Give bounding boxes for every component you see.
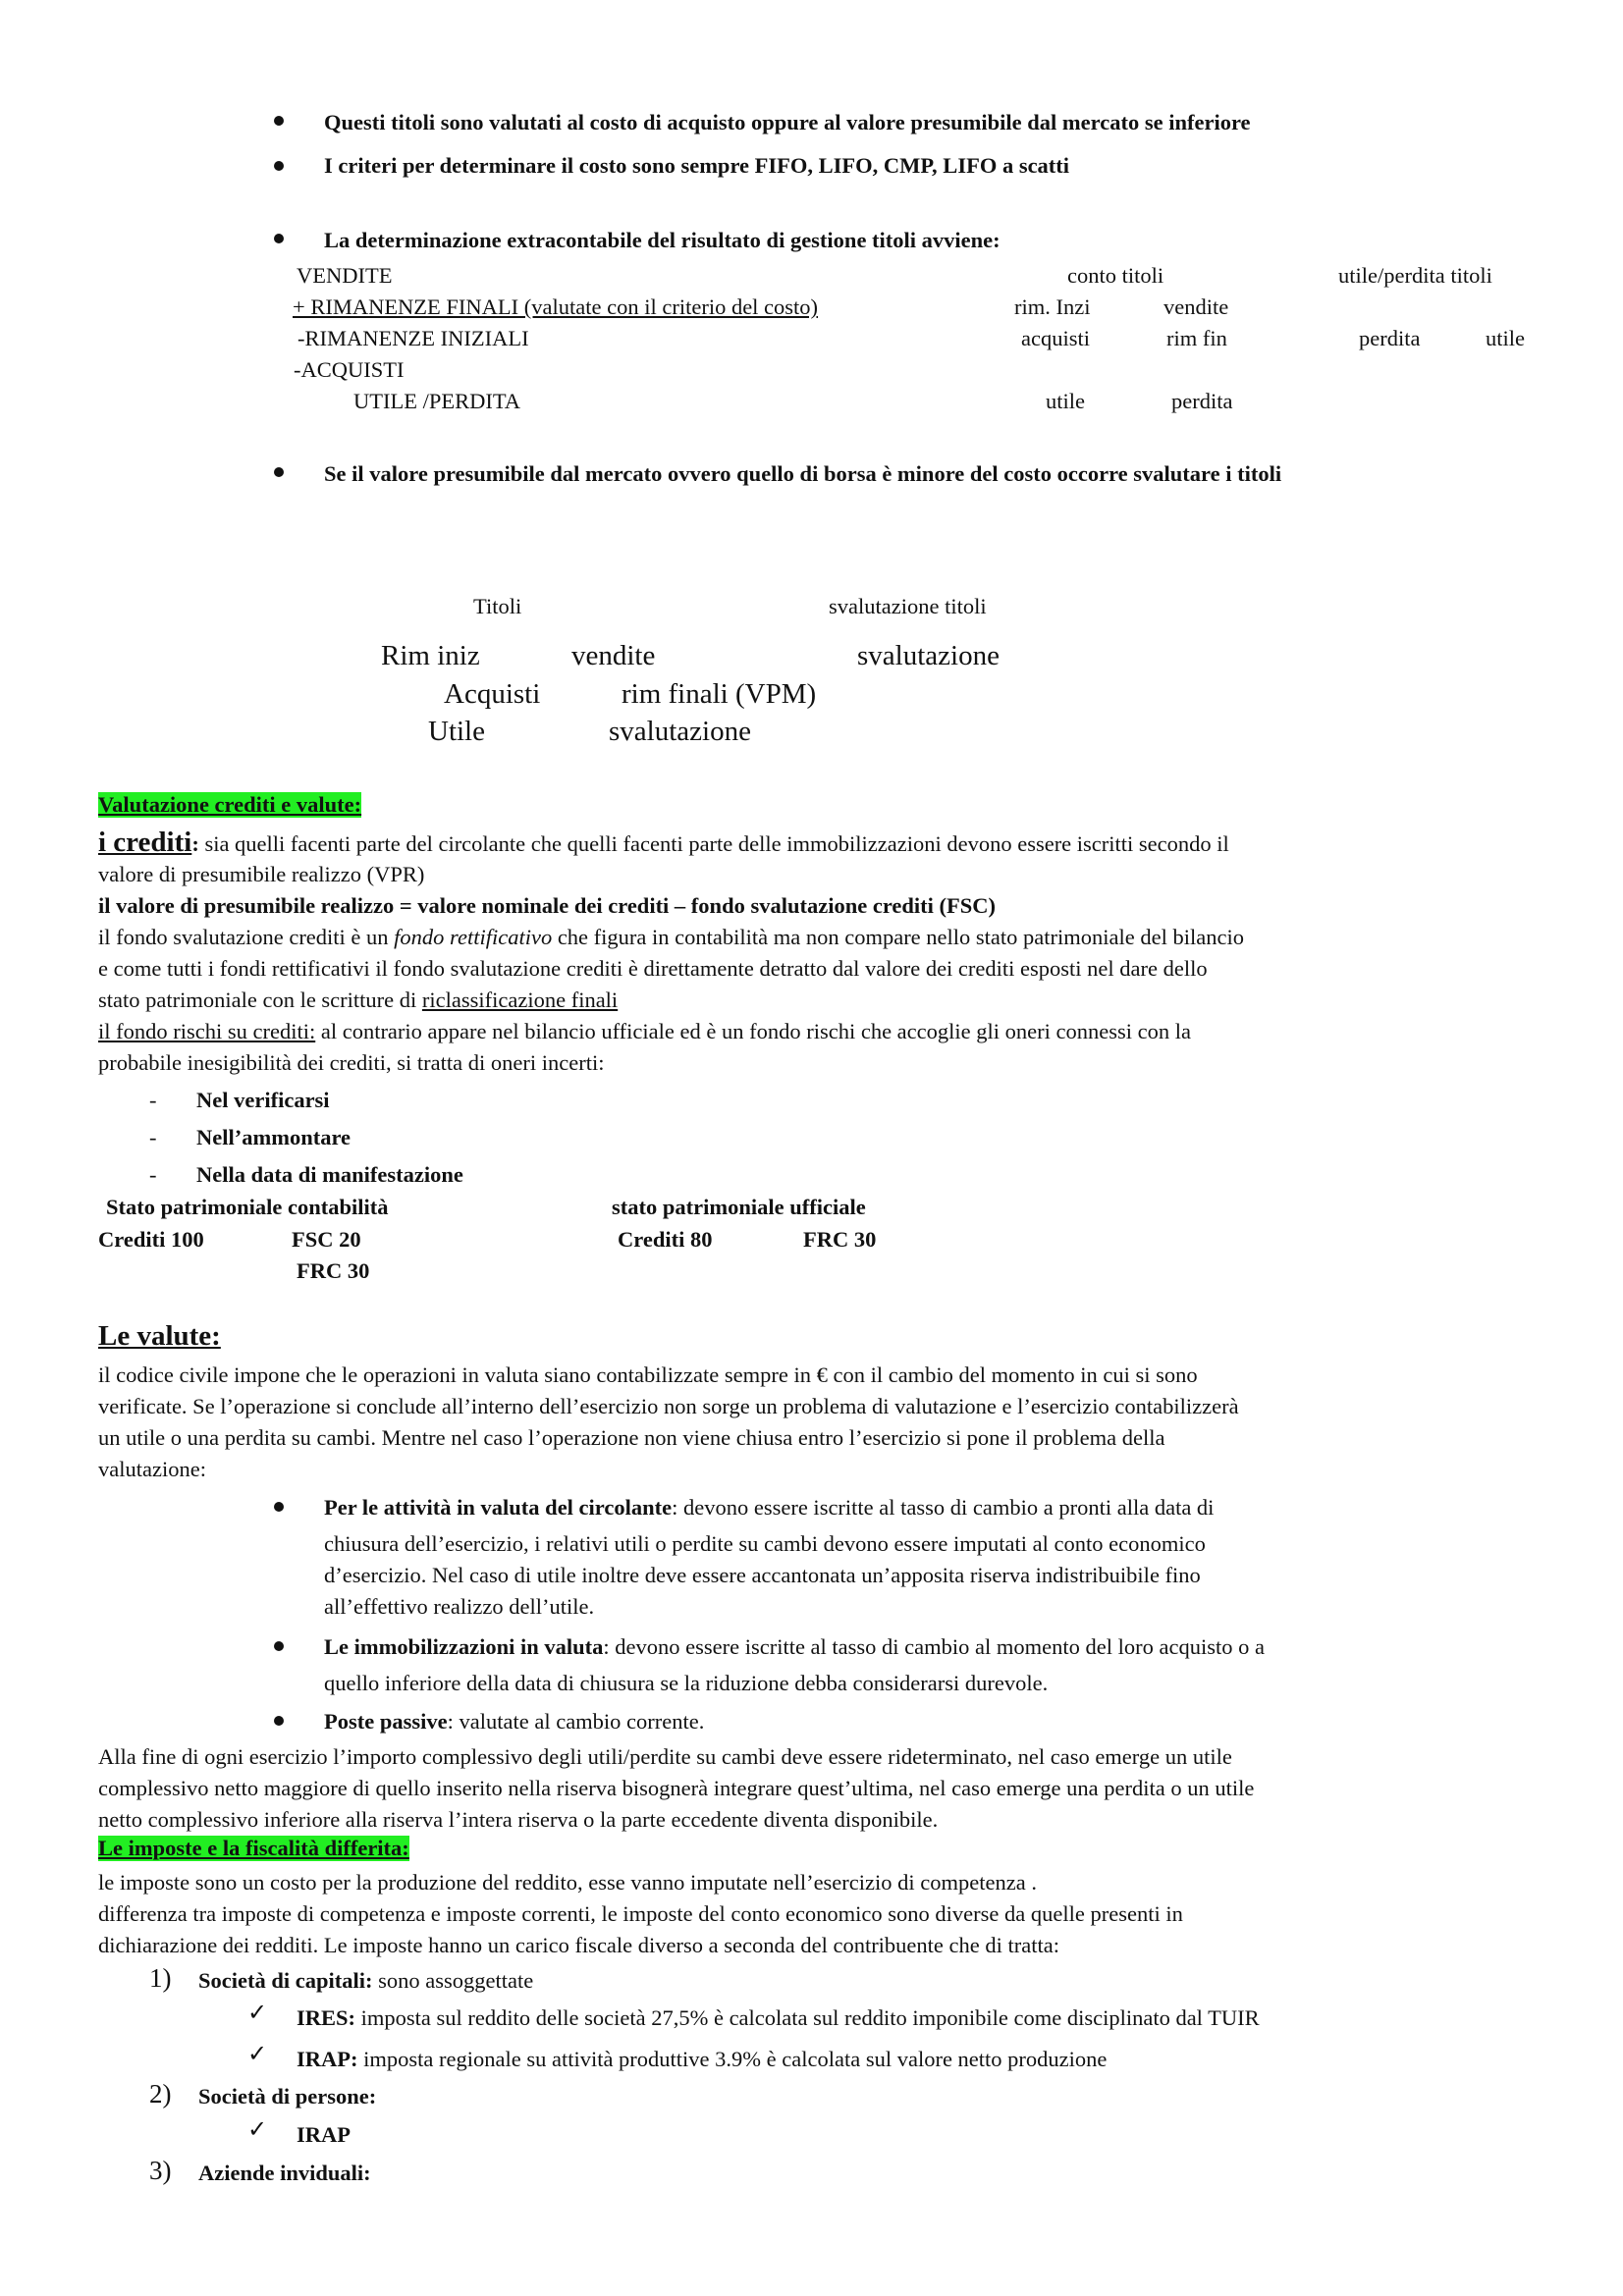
fsc-line-2: e come tutti i fondi rettificativi il fondo svalutazione crediti è direttamente detratto dal valore dei crediti esposti nel dare dello [98, 956, 1208, 981]
schema-titoli: Titoli [473, 594, 522, 618]
bullet-dot [274, 234, 284, 243]
schema-svalutazione: svalutazione [857, 640, 1000, 671]
schema-rim-iniz: Rim iniz [381, 640, 480, 671]
list-item: Nell’ammontare [196, 1125, 352, 1149]
valute-p3: un utile o una perdita su cambi. Mentre nel caso l’operazione non viene chiusa entro l’esercizio si pone il problema della [98, 1425, 1165, 1450]
schema-vendite: vendite [571, 640, 656, 671]
calc-utile-perdita: UTILE /PERDITA [353, 389, 521, 413]
crediti-intro-2: valore di presumibile realizzo (VPR) [98, 862, 425, 886]
text-underlined: riclassificazione finali [421, 988, 619, 1012]
text-bold: Le immobilizzazioni in valuta [324, 1634, 604, 1659]
schema-svalutazione: svalutazione [609, 716, 751, 747]
calc-vendite: VENDITE [297, 263, 393, 288]
list-dash: - [149, 1162, 157, 1187]
valute-bullet-1-cont: chiusura dell’esercizio, i relativi utili o perdite su cambi devono essere imputati al conto economico [324, 1531, 1206, 1556]
frc-30-ufficiale: FRC 30 [803, 1227, 877, 1252]
conto-titoli-title: conto titoli [1067, 263, 1164, 288]
sp-ufficiale: stato patrimoniale ufficiale [612, 1195, 866, 1219]
list-dash: - [149, 1088, 157, 1112]
conto-titoli-cell: utile [1046, 389, 1085, 413]
fsc-line-1 [98, 922, 1551, 953]
text: sia quelli facenti parte del circolante che quelli facenti parte delle immobilizzazioni devono essere iscritti secondo il [198, 831, 1229, 856]
text: sono assoggettate [372, 1968, 534, 1993]
crediti-intro [98, 827, 1551, 860]
bullet-dot [274, 161, 284, 171]
colon: : [191, 831, 199, 856]
valute-p2: verificate. Se l’operazione si conclude all’interno dell’esercizio non sorge un problema di valutazione e l’esercizio contabilizzerà [98, 1394, 1239, 1418]
section-heading: Valutazione crediti e valute: [98, 792, 362, 817]
crediti-subheading: i crediti [98, 827, 192, 858]
fsc-20: FSC 20 [292, 1227, 361, 1252]
text: imposta sul reddito delle società 27,5% è calcolata sul reddito imponibile come disciplinato dal TUIR [355, 2005, 1260, 2030]
text-italic: fondo rettificativo [394, 925, 553, 949]
imposte-item-3: Aziende inviduali: [198, 2161, 371, 2185]
valute-bullet-1-cont: all’effettivo realizzo dell’utile. [324, 1594, 595, 1619]
conto-titoli-cell: rim fin [1166, 326, 1227, 350]
text: il fondo svalutazione crediti è un [98, 925, 395, 949]
imposte-item-1 [198, 1968, 533, 1994]
calc-acquisti: -ACQUISTI [294, 357, 405, 382]
conto-utile-cell: utile [1486, 326, 1525, 350]
valute-bullet-2 [324, 1631, 1532, 1663]
frc-line-2: probabile inesigibilità dei crediti, si tratta di oneri incerti: [98, 1050, 605, 1075]
frc-30-contabilita: FRC 30 [297, 1258, 370, 1283]
conto-titoli-cell: vendite [1163, 294, 1229, 319]
imposte-p3: dichiarazione dei redditi. Le imposte hanno un carico fiscale diverso a seconda del contribuente che di tratta: [98, 1933, 1059, 1957]
conto-utile-cell: perdita [1359, 326, 1421, 350]
valute-p1: il codice civile impone che le operazioni in valuta siano contabilizzate sempre in € con il cambio del momento in cui si sono [98, 1362, 1198, 1387]
check-icon: ✓ [247, 2040, 268, 2067]
titoli-bullet-4: Se il valore presumibile dal mercato ovvero quello di borsa è minore del costo occorre svalutare i titoli [324, 461, 1282, 486]
text: imposta regionale su attività produttive 3.9% è calcolata sul valore netto produzione [357, 2047, 1108, 2071]
check-icon: ✓ [247, 2115, 268, 2143]
text-bold: Società di capitali: [198, 1968, 373, 1993]
text-bold: IRAP: [297, 2047, 358, 2071]
crediti-80: Crediti 80 [618, 1227, 713, 1252]
bullet-dot [274, 1641, 284, 1651]
text-bold: IRES: [297, 2005, 356, 2030]
text: : devono essere iscritte al tasso di cambio a pronti alla data di [672, 1495, 1215, 1520]
irap-item [297, 2047, 1107, 2072]
valute-heading: Le valute: [98, 1320, 221, 1352]
text: stato patrimoniale con le scritture di [98, 988, 422, 1012]
calc-rim-iniziali: -RIMANENZE INIZIALI [298, 326, 529, 350]
titoli-bullet-2: I criteri per determinare il costo sono sempre FIFO, LIFO, CMP, LIFO a scatti [324, 153, 1070, 178]
text: che figura in contabilità ma non compare nello stato patrimoniale del bilancio [552, 925, 1244, 949]
schema-svalutazione-titoli: svalutazione titoli [829, 594, 987, 618]
bullet-dot [274, 1502, 284, 1512]
section-heading: Le imposte e la fiscalità differita: [98, 1836, 409, 1860]
frc-line-1 [98, 1016, 1551, 1047]
list-dash: - [149, 1125, 157, 1149]
valute-conclusion-2: complessivo netto maggiore di quello inserito nella riserva bisognerà integrare quest’ultima, nel caso emerge una perdita o un utile [98, 1776, 1255, 1800]
imposte-p1: le imposte sono un costo per la produzione del reddito, esse vanno imputate nell’esercizio di competenza . [98, 1870, 1037, 1895]
list-item: Nel verificarsi [196, 1088, 330, 1112]
list-number: 2) [149, 2079, 172, 2109]
valute-p4: valutazione: [98, 1457, 206, 1481]
ires-item [297, 2005, 1260, 2031]
schema-rim-finali: rim finali (VPM) [622, 678, 817, 710]
conto-titoli-cell: rim. Inzi [1014, 294, 1091, 319]
irap-item-2: IRAP [297, 2122, 351, 2147]
titoli-bullet-3: La determinazione extracontabile del risultato di gestione titoli avviene: [324, 228, 1001, 252]
list-item: Nella data di manifestazione [196, 1162, 463, 1187]
fsc-line-3 [98, 985, 1551, 1016]
conto-titoli-cell: acquisti [1021, 326, 1090, 350]
schema-acquisti: Acquisti [444, 678, 541, 710]
bullet-dot [274, 116, 284, 126]
text: : devono essere iscritte al tasso di cambio al momento del loro acquisto o a [603, 1634, 1265, 1659]
schema-utile: Utile [428, 716, 485, 747]
check-icon: ✓ [247, 1999, 268, 2026]
text-underlined: il fondo rischi su crediti: [98, 1019, 316, 1043]
list-number: 1) [149, 1963, 172, 1993]
calc-rim-finali: + RIMANENZE FINALI (valutate con il criterio del costo) [293, 294, 819, 319]
imposte-item-2: Società di persone: [198, 2084, 377, 2109]
conto-utile-title: utile/perdita titoli [1338, 263, 1492, 288]
titoli-bullet-1: Questi titoli sono valutati al costo di acquisto oppure al valore presumibile dal mercato se inferiore [324, 110, 1251, 134]
text: al contrario appare nel bilancio ufficiale ed è un fondo rischi che accoglie gli oneri connessi con la [315, 1019, 1191, 1043]
imposte-p2: differenza tra imposte di competenza e imposte correnti, le imposte del conto economico sono diverse da quelle presenti in [98, 1901, 1183, 1926]
valute-conclusion-1: Alla fine di ogni esercizio l’importo complessivo degli utili/perdite su cambi deve essere rideterminato, nel caso emerge un utile [98, 1744, 1232, 1769]
valute-bullet-2-cont: quello inferiore della data di chiusura se la riduzione debba considerarsi durevole. [324, 1671, 1049, 1695]
list-number: 3) [149, 2156, 172, 2185]
bullet-dot [274, 467, 284, 477]
bullet-dot [274, 1716, 284, 1726]
crediti-100: Crediti 100 [98, 1227, 204, 1252]
valute-conclusion-3: netto complessivo inferiore alla riserva l’intera riserva o la parte eccedente diventa disponibile. [98, 1807, 939, 1832]
valute-bullet-3 [324, 1706, 1532, 1737]
text-bold: Per le attività in valuta del circolante [324, 1495, 673, 1520]
valute-bullet-1 [324, 1492, 1532, 1523]
conto-titoli-cell: perdita [1171, 389, 1233, 413]
valute-bullet-1-cont: d’esercizio. Nel caso di utile inoltre deve essere accantonata un’apposita riserva indistribuibile fino [324, 1563, 1201, 1587]
text: : valutate al cambio corrente. [447, 1709, 705, 1734]
sp-contabilita: Stato patrimoniale contabilità [106, 1195, 389, 1219]
text-bold: Poste passive [324, 1709, 448, 1734]
crediti-formula: il valore di presumibile realizzo = valore nominale dei crediti – fondo svalutazione crediti (FSC) [98, 893, 997, 918]
